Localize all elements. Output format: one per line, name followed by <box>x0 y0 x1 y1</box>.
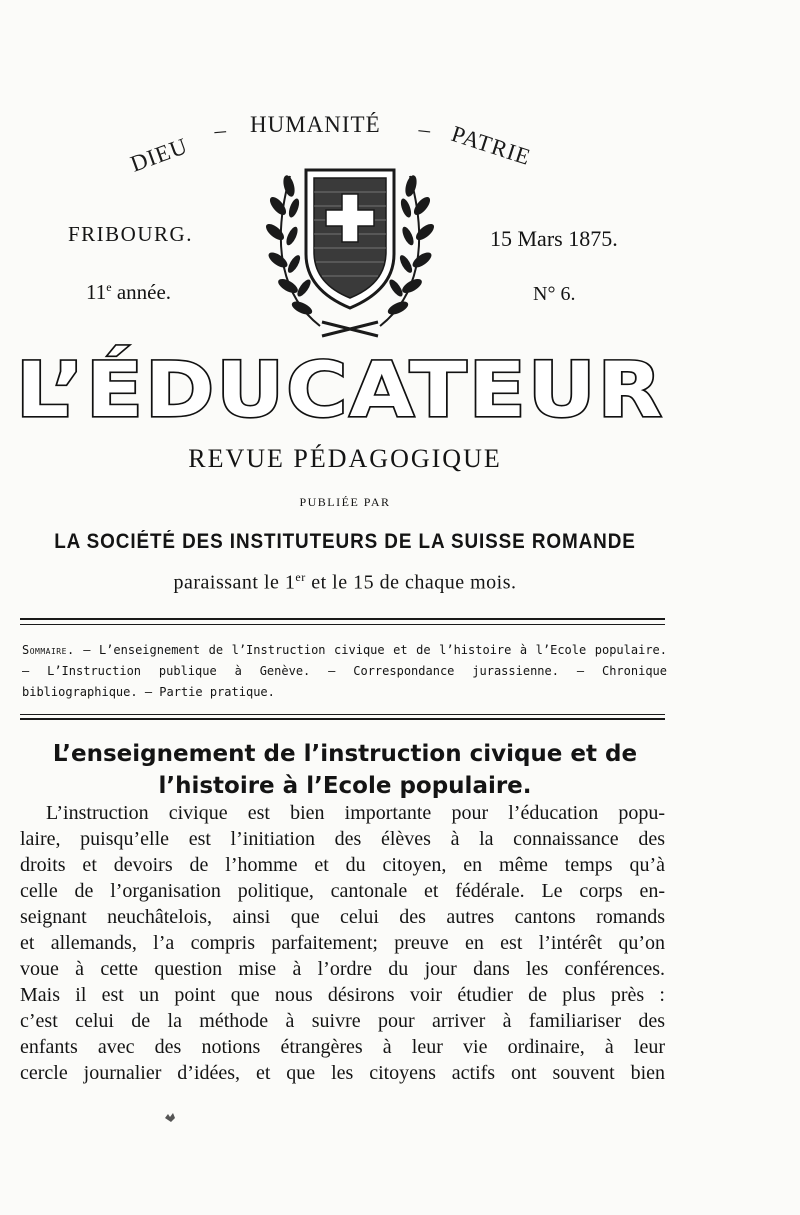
body-line: c’est celui de la méthode à suivre pour arriver à familiariser des <box>20 1010 665 1032</box>
publisher-name: LA SOCIÉTÉ DES INSTITUTEURS DE LA SUISSE ROMANDE <box>54 530 636 553</box>
body-line: droits et devoirs de l’homme et du citoyen, en même temps qu’à <box>20 854 665 876</box>
city: FRIBOURG. <box>68 222 193 246</box>
motto-word: PATRIE <box>448 120 535 171</box>
masthead-title <box>10 342 670 426</box>
body-line: enfants avec des notions étrangères à leur vie ordinaire, à leur <box>20 1036 665 1058</box>
body-line: laire, puisqu’elle est l’initiation des élèves à la connaissance des <box>20 828 665 850</box>
sommaire-label: Sommaire. <box>22 643 75 657</box>
masthead-text: L’ÉDUCATEUR <box>16 345 664 426</box>
table-of-contents <box>22 640 667 703</box>
divider <box>20 618 665 620</box>
body-line: voue à cette question mise à l’ordre du jour dans les conférences. <box>20 958 665 980</box>
motto-word: DIEU <box>127 133 192 177</box>
motto-word: HUMANITÉ <box>250 112 381 137</box>
publisher-intro: PUBLIÉE PAR <box>299 495 391 509</box>
swiss-cross-shield-icon <box>262 158 438 340</box>
body-line: celle de l’organisation politique, cantonale et fédérale. Le corps en- <box>20 880 665 902</box>
volume-year: 11e année. <box>86 280 172 304</box>
ink-speck-icon <box>163 1112 177 1124</box>
body-line: L’instruction civique est bien importante pour l’éducation popu- <box>46 802 665 824</box>
body-line: seignant neuchâtelois, ainsi que celui des autres cantons romands <box>20 906 665 928</box>
motto-dash: – <box>417 116 433 143</box>
article-body <box>20 800 665 1086</box>
divider <box>20 714 665 715</box>
article-title: L’enseignement de l’instruction civique et de l’histoire à l’Ecole populaire. <box>52 741 638 799</box>
motto-dash: – <box>213 116 228 143</box>
sommaire-text: — L’enseignement de l’Instruction civique et de l’histoire à l’Ecole populaire. — L’Instruction publique à Genève. — Correspondance jurassienne. — Chronique bibliographique. — Partie pratique. <box>22 643 667 699</box>
body-line: et allemands, l’a compris parfaitement; preuve en est l’intérêt qu’on <box>20 932 665 954</box>
issue-number: N° 6. <box>533 283 576 305</box>
body-line: Mais il est un point que nous désirons voir étudier de plus près : <box>20 984 665 1006</box>
divider <box>20 624 665 625</box>
divider <box>20 718 665 720</box>
subtitle: REVUE PÉDAGOGIQUE <box>188 444 502 473</box>
issue-date: 15 Mars 1875. <box>490 226 618 251</box>
body-line: cercle journalier d’idées, et que les citoyens actifs ont souvent bien <box>20 1062 665 1084</box>
publication-frequency: paraissant le 1er et le 15 de chaque mois. <box>173 570 517 594</box>
